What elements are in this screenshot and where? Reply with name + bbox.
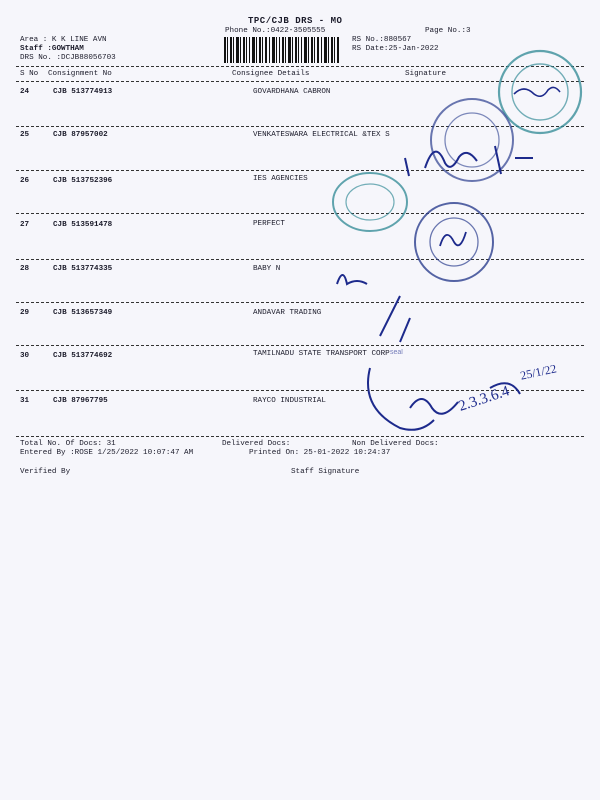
verified-by-label: Verified By	[20, 468, 71, 476]
staff-signature-label: Staff Signature	[291, 468, 360, 476]
delivered-docs: Delivered Docs:	[222, 440, 291, 448]
row-sno: 30	[20, 352, 30, 360]
handwritten-number: 2.3.3.6.4	[456, 383, 512, 415]
signature-scribble	[333, 266, 373, 290]
row-consignee: ANDAVAR TRADING	[253, 309, 322, 317]
row-sno: 26	[20, 177, 30, 185]
col-consignee: Consignee Details	[232, 70, 310, 78]
row-consignment: CJB 87967795	[53, 397, 108, 405]
divider	[16, 66, 584, 67]
row-consignment: CJB 513591478	[53, 221, 113, 229]
row-consignee: TAMILNADU STATE TRANSPORT CORP	[253, 350, 390, 358]
total-docs: Total No. Of Docs: 31	[20, 440, 116, 448]
col-sno: S No	[20, 70, 39, 78]
row-consignee: RAYCO INDUSTRIAL	[253, 397, 326, 405]
printed-on: Printed On: 25-01-2022 10:24:37	[249, 449, 391, 457]
staff-label: Staff :GOWTHAM	[20, 45, 84, 53]
row-sno: 29	[20, 309, 30, 317]
row-sno: 24	[20, 88, 30, 96]
row-consignment: CJB 513774692	[53, 352, 113, 360]
signature-scribble	[395, 138, 545, 178]
row-sno: 28	[20, 265, 30, 273]
row-consignee: PERFECT	[253, 220, 285, 228]
row-consignment: CJB 513774335	[53, 265, 113, 273]
row-consignment: CJB 513752396	[53, 177, 113, 185]
col-signature: Signature	[405, 70, 447, 78]
area-label: Area : K K LINE AVN	[20, 36, 107, 44]
rs-number: RS No.:880567	[352, 36, 412, 44]
svg-text:seal: seal	[390, 349, 403, 356]
row-consignment: CJB 87957002	[53, 131, 108, 139]
row-sno: 31	[20, 397, 30, 405]
row-consignee: IES AGENCIES	[253, 175, 308, 183]
company-stamp	[330, 170, 410, 235]
handwritten-date: 25/1/22	[518, 361, 558, 383]
row-consignee: BABY N	[253, 265, 281, 273]
non-delivered-docs: Non Delivered Docs:	[352, 440, 439, 448]
row-consignment: CJB 513657349	[53, 309, 113, 317]
col-consignment: Consignment No	[48, 70, 112, 78]
entered-by: Entered By :ROSE 1/25/2022 10:07:47 AM	[20, 449, 194, 457]
row-sno: 27	[20, 221, 30, 229]
row-sno: 25	[20, 131, 30, 139]
rs-date: RS Date:25-Jan-2022	[352, 45, 439, 53]
row-consignee: GOVARDHANA CABRON	[253, 88, 331, 96]
drs-number: DRS No. :DCJB88056703	[20, 54, 116, 62]
document-title: TPC/CJB DRS - MO	[248, 16, 343, 26]
barcode	[224, 37, 339, 63]
company-stamp	[412, 200, 496, 284]
row-consignment: CJB 513774913	[53, 88, 113, 96]
phone-number: Phone No.:0422-3505555	[225, 27, 326, 35]
row-consignee: VENKATESWARA ELECTRICAL &TEX S	[253, 131, 390, 139]
row-divider	[16, 213, 584, 214]
page-number: Page No.:3	[425, 27, 471, 35]
row-divider	[16, 259, 584, 260]
